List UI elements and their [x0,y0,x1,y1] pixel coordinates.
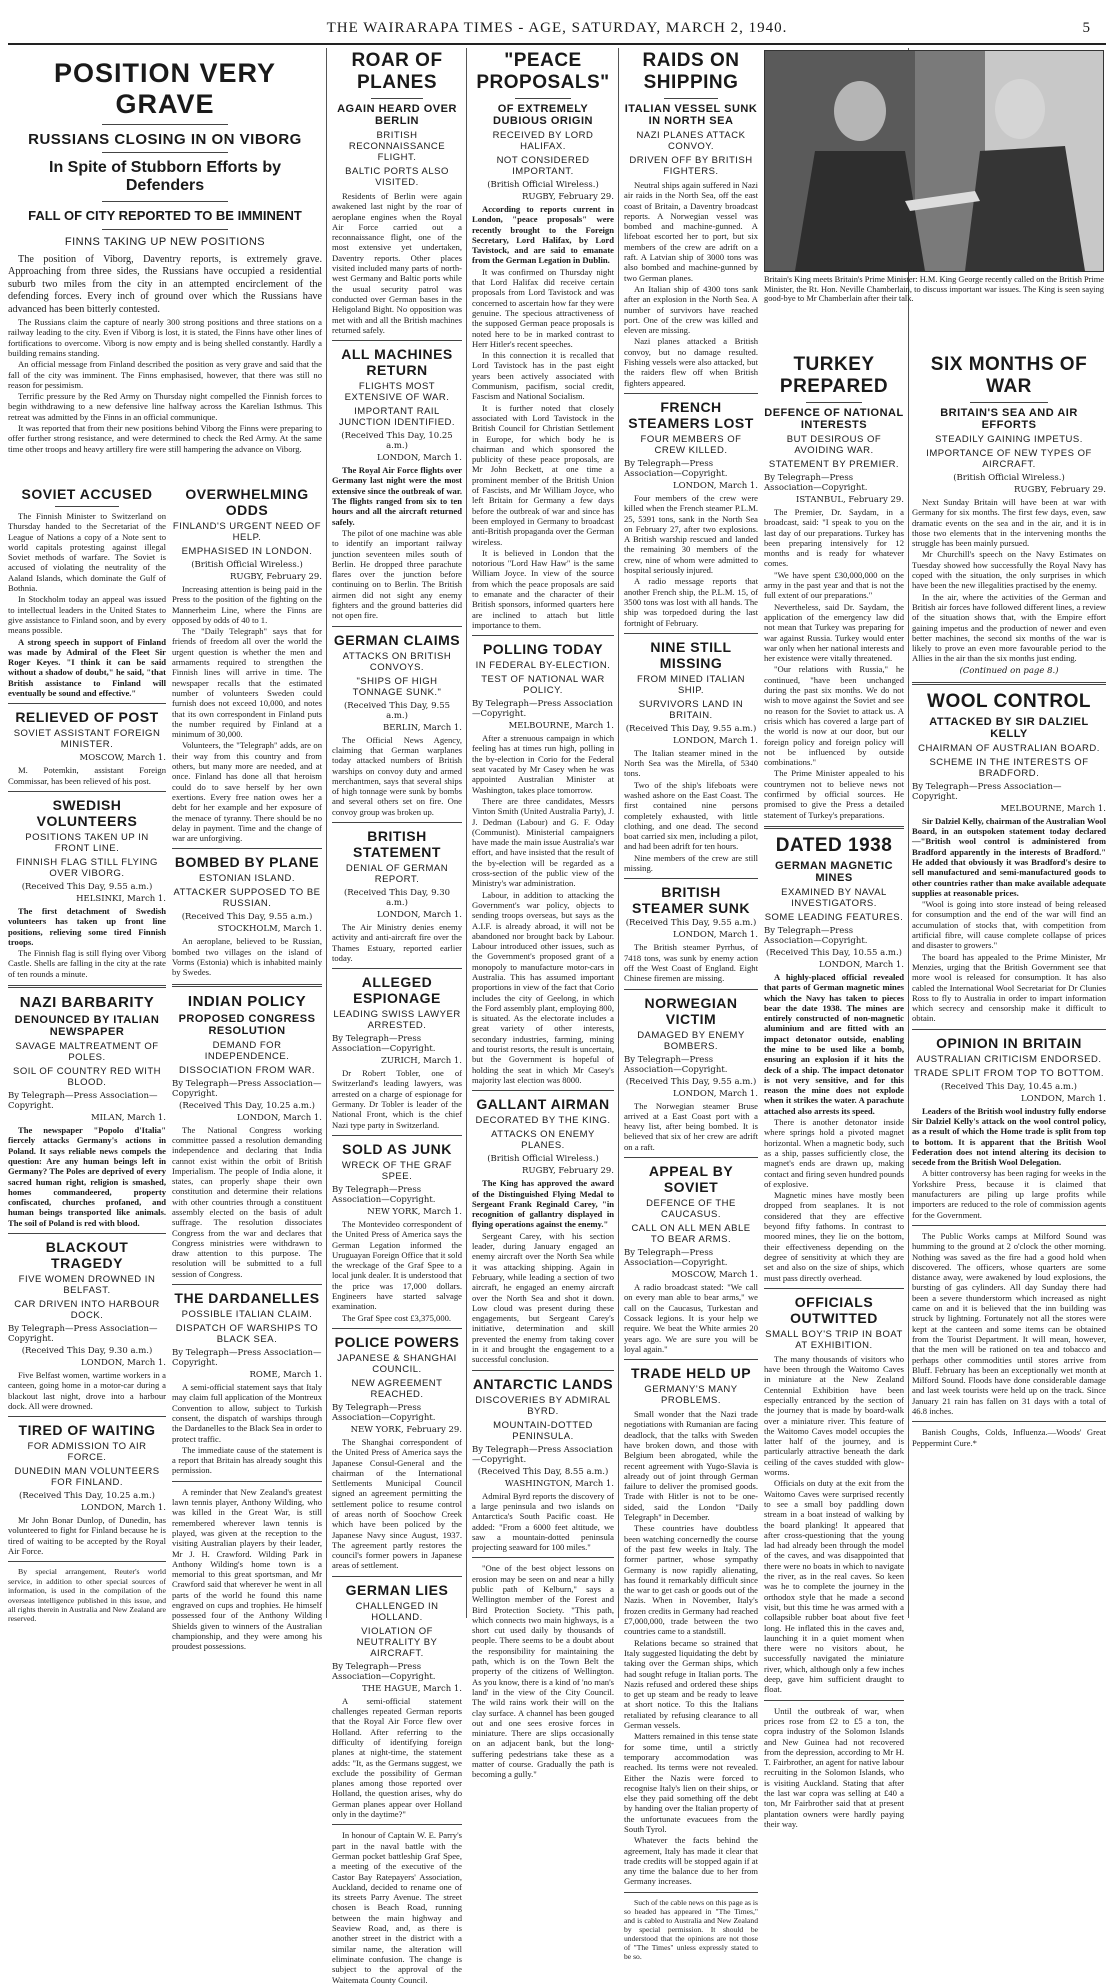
subheadline: NOT CONSIDERED IMPORTANT. [496,155,590,177]
subheadline: FOUR MEMBERS OF CREW KILLED. [640,433,742,456]
headline: NORWEGIAN VICTIM [644,994,738,1027]
photo-image [765,51,1103,271]
paragraph: Mr Churchill's speech on the Navy Estimates on Tuesday showed how successfully the Royal Navy has coped with the situation, the only surprises in which have been the new illegalities practised by the enemy. [912,549,1106,591]
column-divider [326,48,327,1618]
paragraph: These countries have doubtless been watching concernedly the course of the past few weeks in Italy. The former partner, whose sympathy Germany is now rapidly alienating, has found it remarkably difficult since the war to get cash or goods out of the Nazis. When in November, Italy's frozen credits in Germany had reached £7,000,000, trade between the two countries came to a standstill. [624,1523,758,1637]
column-divider [618,48,619,1618]
subheadline: SMALL BOY'S TRIP IN BOAT AT EXHIBITION. [765,1328,903,1351]
subheadline: DISSOCIATION FROM WAR. [178,1064,316,1076]
headline: APPEAL BY SOVIET [648,1163,734,1196]
credit-line: By Telegraph—Press Association—Copyright. [624,458,728,479]
dateline: LONDON, March 1. [80,1503,166,1514]
credit-line: By Telegraph—Press Association—Copyright. [472,699,614,720]
headline: SOVIET ACCUSED [21,486,153,502]
paragraph: The pilot of one machine was able to identify an important railway junction seventeen miles south of Berlin. He dropped three parachute flares over the junction before continuing on to Berlin. The British airmen did not sight any enemy fighters and the ground batteries did not open fire. [332,527,462,621]
dateline: LONDON, March 1. [376,453,462,464]
subheadline: AUSTRALIAN CRITICISM ENDORSED. [916,1053,1102,1065]
subheadline: BRITISH RECONNAISSANCE FLIGHT. [348,130,446,163]
paragraph: Nazi planes attacked a British convoy, but no damage resulted. Fishing vessels were also attacked, but the raiders flew off when British fighters appeared. [624,336,758,388]
dateline: THE HAGUE, March 1. [362,1683,462,1694]
headline: GERMAN CLAIMS [333,631,461,648]
dateline: STOCKHOLM, March 1. [217,924,322,935]
paragraph: An official message from Finland described the position as very grave and said that the fall of the city was imminent. The Finns emphasised, however, that there was still no reason for pessimism. [8,359,322,390]
dateline: MELBOURNE, March 1. [1000,803,1106,814]
dateline: LONDON, March 1. [672,930,758,941]
dateline: NEW YORK, March 1. [367,1206,462,1217]
paragraph: The Royal Air Force flights over Germany last night were the most extensive since the outbreak of war. The flights ranged from six to ten hours and all the aircraft returned safely. [332,465,462,527]
paragraph: In honour of Captain W. E. Parry's part in the naval battle with the German pocket battleship Graf Spee, a meeting of the executive of the Castor Bay Ratepayers' Association, Auckland, decided to rename one of its streets Parry Avenue. The street chosen is Beach Road, running between the main highway and Seaview Road, and, as there is another street in the district with a similar name, the alteration will eliminate confusion. The change is subject to the approval of the Waitemata County Council. [332,1830,462,1985]
paragraph: Increasing attention is being paid in the Press to the position of the fighting on the Mannerheim Line, where the Finns are opposed by odds of 40 to 1. [172,584,322,625]
subheadline: In Spite of Stubborn Efforts by Defenders [49,159,281,194]
dateline: NEW YORK, February 29. [350,1424,462,1435]
paragraph: A highly-placed official revealed that parts of German magnetic mines which the Navy has taken to pieces bear the date 1938. The mines are entirely constructed of non-magnetic aluminium and are fitted with an impact detonator outside, enabling the mine to be used like a bomb, ensuring an explosion if it hits the deck of a ship. The impact detonator is not very sensitive, and for this reason the mine does not explode when it strikes the water. A parachute attached also arrests its speed. [764,971,904,1116]
viborg-article [8,50,322,480]
headline: DATED 1938 [775,834,893,856]
paragraph: Such of the cable news on this page as is so headed has appeared in "The Times," and is cabled to Australia and New Zealand by special permission. It should be understood that the opinions are not those of "The Times" unless expressly stated to be so. [624,1897,758,1961]
subheadline: SOVIET ASSISTANT FOREIGN MINISTER. [13,728,161,751]
dateline: ZURICH, March 1. [380,1056,462,1067]
newspaper-title: THE WAIRARAPA TIMES - AGE, SATURDAY, MARCH 2, 1940. [326,20,788,36]
subheadline: CALL ON ALL MEN ABLE TO BEAR ARMS. [631,1223,751,1246]
paragraph: The Shanghai correspondent of the United Press of America says the Japanese Consul-General and the chairman of the International Settlements Municipal Council signed an agreement permitting the settlement police to resume control of areas north of Soochow Creek which have been policed by the Japanese Navy since August, 1937. The agreement partly restores the council's former powers in Japanese areas of settlement. [332,1436,462,1571]
received-line: (Received This Day, 10.45 a.m.) [941,1081,1077,1092]
credit-line: By Telegraph—Press Association—Copyright. [764,925,868,946]
headline: "PEACE PROPOSALS" [476,50,610,93]
subheadline: DEFENCE OF NATIONAL INTERESTS [764,407,904,431]
subheadline: PROPOSED CONGRESS RESOLUTION [178,1012,316,1037]
headline: GALLANT AIRMAN [476,1096,610,1113]
paragraph: M. Potemkin, assistant Foreign Commissar, has been relieved of his post. [8,765,166,786]
paragraph: The "Daily Telegraph" says that for friends of freedom all over the world the urgent question is whether the men and armaments required to strengthen the Finnish lines will arrive in time. The newspaper recalls that the estimated number of volunteers Sweden could furnish does not exceed 10,000, and notes that its own correspondent in Finland puts the number required by Finland at a minimum of 30,000. [172,626,322,740]
subheadline: NAZI PLANES ATTACK CONVOY. [636,130,746,152]
subheadline: VIOLATION OF NEUTRALITY BY AIRCRAFT. [356,1625,438,1659]
received-line: (British Official Wireless.) [487,180,599,190]
paragraph: Four members of the crew were killed when the French steamer P.L.M. 25, 5391 tons, sank in the North Sea on February 27, after two explosions. A British warship rescued and landed the remaining 30 members of the crew, nine of whom were admitted to hospital seriously injured. [624,492,758,576]
subheadline: TEST OF NATIONAL WAR POLICY. [481,674,605,697]
paragraph: There is another detonator inside where springs hold a pivoted magnet horizontal. When a magnetic body, such as a ship, passes sufficiently close, the magnet's ends are drawn up, making contact and firing seven hundred pounds of explosive. [764,1117,904,1189]
dateline: RUGBY, February 29. [522,192,614,202]
headline: WOOL CONTROL [927,690,1091,712]
paragraph: Dr Robert Tobler, one of Switzerland's leading lawyers, was arrested on a charge of espionage for Germany. Dr Tobler is leader of the National Front, which is the chief Nazi type party in Switzerland. [332,1068,462,1130]
subheadline: RUSSIANS CLOSING IN ON VIBORG [28,131,302,148]
subheadline: DISPATCH OF WARSHIPS TO BLACK SEA. [175,1323,319,1346]
advertisement: Banish Coughs, Colds, Influenza.—Woods' Great Peppermint Cure.* [912,1427,1106,1448]
paragraph: In Stockholm today an appeal was issued to intellectual leaders in the United States to give assistance to Finland soon, and by every means possible. [8,594,166,636]
paragraph: Until the outbreak of war, when prices rose from £2 to £5 a ton, the copra industry of the Solomon Islands and New Guinea had not recovered from the depression, according to Mr H. T. Fairbrother, an agent for native labour recruiting in the Solomon Islands, who is visiting Auckland. Stating that after the last war copra was selling at £40 a ton, Mr Fairbrother said that at present plantation owners were hardly paying their way. [764,1705,904,1829]
paragraph: There are three candidates, Messrs Vinton Smith (United Australia Party), J. J. Dedman (Labour) and G. F. Oday (Communist). Ministerial campaigners have made the main issue Australia's war effort, and have insisted that the result of the by-election will be regarded as a cross-section of the public view of the Ministry's war administration. [472,795,614,889]
credit-line: By Telegraph—Press Association—Copyright. [912,781,1062,802]
credit-line: By Telegraph—Press Association—Copyright. [332,1661,436,1682]
headline: FRENCH STEAMERS LOST [628,398,754,431]
subheadline: "SHIPS OF HIGH TONNAGE SUNK." [352,675,442,698]
paragraph: The Italian steamer mined in the North Sea was the Mirella, of 5340 tons. [624,747,758,779]
dateline: MELBOURNE, March 1. [508,721,614,732]
dateline: MOSCOW, March 1. [79,753,166,764]
credit-line: By Telegraph—Press Association—Copyright. [332,1402,436,1423]
headline: SOLD AS JUNK [342,1140,452,1157]
paragraph: A radio message reports that another French ship, the P.L.M. 15, of 3500 tons was lost with all hands. The ship was torpedoed during the last fortnight of February. [624,576,758,628]
credit-line: By Telegraph—Press Association—Copyright. [332,1034,436,1055]
subheadline: WRECK OF THE GRAF SPEE. [341,1159,453,1182]
paragraph: The Official News Agency, claiming that German warplanes today attacked numbers of British warships on convoy duty and armed merchantmen, says that several ships of high tonnage were sunk by bombs and several others set on fire. One convoy group was broken up. [332,734,462,817]
paragraph: A bitter controversy has been raging for weeks in the Yorkshire Press, because it is claimed that manufacturers are piling up large profits while importers are reduced to the role of commission agents for the Government. [912,1168,1106,1220]
credit-line: By Telegraph—Press Association—Copyright. [764,473,868,493]
paragraph: Leaders of the British wool industry fully endorse Sir Dalziel Kelly's attack on the wool control policy, as a result of which the Home trade is split from top to bottom. It is apparent that the British Wool Federation does not intend altering its decision to secede from the British Wool Delegation. [912,1105,1106,1168]
paragraph: "Wool is going into store instead of being released for consumption and the end of the war will find an accumulation of stocks that, with competition from artificial fibre, will cause complete collapse of prices and disaster to growers." [912,899,1106,951]
dateline: RUGBY, February 29. [230,572,322,582]
subheadline: STATEMENT BY PREMIER. [768,459,900,470]
paragraph: It is further noted that closely associated with Lord Tavistock in the British Council for Christian Settlement in Europe, for which body he is chairman and which sponsored the publicity of these peace proposals, are Mr John Beckett, at one time a prominent member of the British Union of Fascists, and Mr William Joyce, who left Britain for Germany a few days before the outbreak of war and since has been employed in Germany to broadcast anti-British propaganda over the German wireless. [472,402,614,547]
subheadline: BRITAIN'S SEA AND AIR EFFORTS [940,407,1078,431]
paragraph: Nine members of the crew are still missing. [624,852,758,874]
paragraph: The Montevideo correspondent of the United Press of America says the German Legation informed the Uruguayan Foreign Office that it sold the wreckage of the Graf Spee to a local junk dealer. It is understood that the price was 17,000 dollars. Engineers have started salvage examination. [332,1218,462,1312]
paragraph: According to reports current in London, "peace proposals" were recently brought to the Foreign Secretary, Lord Halifax, by Lord Tavistock, and are said to emanate from the German Legation in Dublin. [472,204,614,266]
lede-paragraph: The position of Viborg, Daventry reports, is extremely grave. Approaching from three sides, the Russians have occupied a residential suburb two miles from the city in an attempted encirclement of the defending forces. Every inch of ground over which the Russians have advanced has been bitterly contested. [8,254,322,315]
photograph [764,50,1104,272]
subheadline: CAR DRIVEN INTO HARBOUR DOCK. [14,1298,160,1321]
paragraph: Terrific pressure by the Red Army on Thursday night compelled the Finnish forces to begin withdrawing to a new defensive line halfway across the Karelian Isthmus. This retreat was admitted by the Finns in an official communique. [8,391,322,422]
subheadline: SOIL OF COUNTRY RED WITH BLOOD. [12,1066,161,1089]
headline: ALLEGED ESPIONAGE [353,974,441,1007]
paragraph: The newspaper "Popolo d'Italia" fiercely attacks Germany's actions in Poland. It says reliable news compels the question: Are any human beings left in Germany? The Poles are deprived of every sacred human right, religion is smashed, homes commandeered, property confiscated, churches profaned, and human beings transported like animals. The soil of Poland is red with blood. [8,1125,166,1228]
paragraph: Magnetic mines have mostly been dropped from seaplanes. It is not considered that they are effective beyond fifty fathoms. In contrast to moored mines, they lie on the bottom, their effectiveness depending on the degree of sensitivity at which they are set and also on the size of ships, which must pass directly overhead. [764,1190,904,1283]
received-line: (Received This Day, 8.55 a.m.) [477,1466,609,1477]
paragraph: Next Sunday Britain will have been at war with Germany for six months. The first few days, even, saw dramatic events on the sea and in the air, and it is in those two elements that in the intervening months the struggle has been mainly pursued. [912,497,1106,549]
paragraph: A semi-official statement challenges repeated German reports that the Royal Air Force flew over Holland. After referring to the difficulty of identifying foreign planes at night-time, the statement adds: "It, as the Germans suggest, we exclude the possibility of German planes among those reported over Holland, the question arises, why do German planes appear over Holland only in the daytime?" [332,1695,462,1820]
received-line: (Received This Day, 9.55 a.m.) [21,881,153,892]
subheadline: SOME LEADING FEATURES. [764,911,904,923]
column-6 [764,354,904,1829]
column-divider [466,48,467,1618]
dateline: WASHINGTON, March 1. [504,1478,614,1489]
received-line: (Received This Day, 9.55 a.m.) [625,1076,757,1087]
column-7 [912,354,1106,1614]
paragraph: Admiral Byrd reports the discovery of a large peninsula and two islands on Antarctica's South Pacific coast. He added: "From a 6000 feet altitude, we saw a mountain-dotted peninsula projecting seaward for 100 miles." [472,1490,614,1553]
subheadline: FIVE WOMEN DROWNED IN BELFAST. [18,1273,156,1296]
headline: INDIAN POLICY [187,992,307,1010]
subheadline: DENOUNCED BY ITALIAN NEWSPAPER [14,1014,160,1039]
credit-line: By Telegraph—Press Association—Copyright. [8,1323,158,1344]
credit-line: By Telegraph—Press Association—Copyright. [172,1078,322,1099]
dateline: LONDON, March 1. [80,1357,166,1368]
subheadline: SURVIVORS LAND IN BRITAIN. [638,698,744,721]
headline: SIX MONTHS OF WAR [930,354,1088,397]
subheadline: DAMAGED BY ENEMY BOMBERS. [637,1029,745,1052]
paragraph: "We have spent £30,000,000 on the army in the past year and that is not the full extent of our preparations." [764,569,904,601]
paragraph: Mr John Bonar Dunlop, of Dunedin, has volunteered to fight for Finland because he is tired of waiting to be accepted by the Royal Air Force. [8,1515,166,1557]
subheadline: IMPORTANCE OF NEW TYPES OF AIRCRAFT. [926,448,1092,470]
subheadline: JAPANESE & SHANGHAI COUNCIL. [337,1352,457,1375]
subheadline: POSITIONS TAKEN UP IN FRONT LINE. [25,831,149,854]
dateline: MOSCOW, March 1. [671,1270,758,1281]
paragraph: Two of the ship's lifeboats were washed ashore on the East Coast. The first contained nine persons completely exhausted, with little clothing, and one dead. The second boat carried six men, including a pilot, and had been adrift for ten hours. [624,779,758,852]
paragraph: A strong speech in support of Finland was made by Admiral of the Fleet Sir Roger Keyes. "I think it can be said without a shadow of doubt," he said, "that British assistance to Finland will eventually be sound and effective." [8,636,166,699]
subheadline: IN FEDERAL BY-ELECTION. [475,660,611,672]
subheadline: BALTIC PORTS ALSO VISITED. [345,166,449,188]
column-1 [8,486,166,1624]
received-line: (Received This Day, 9.55 a.m.) [343,700,451,721]
dateline: LONDON, March 1. [376,909,462,920]
headline: NAZI BARBARITY [19,994,155,1012]
subheadline: CHAIRMAN OF AUSTRALIAN BOARD. [918,742,1100,754]
subheadline: SAVAGE MALTREATMENT OF POLES. [15,1041,159,1064]
headline: OVERWHELMING ODDS [185,486,309,518]
received-line: (Received This Day, 9.30 a.m.) [21,1345,153,1356]
subheadline: DENIAL OF GERMAN REPORT. [345,862,449,885]
headline: OPINION IN BRITAIN [936,1034,1082,1051]
subheadline: SCHEME IN THE INTERESTS OF BRADFORD. [929,756,1089,779]
subheadline: AGAIN HEARD OVER BERLIN [337,103,457,127]
paragraph: The board has appealed to the Prime Minister, Mr Menzies, urging that the British Government see that more wool is released for consumption. It has also cabled the International Wool Secretariat for Dr Clunies Ross to fly to Australia in order to impart information which secrecy and censorship make it difficult to obtain. [912,951,1106,1024]
dateline: ROME, March 1. [249,1370,322,1381]
subheadline: DISCOVERIES BY ADMIRAL BYRD. [475,1394,611,1417]
headline: RAIDS ON SHIPPING [642,50,740,93]
dateline: LONDON, March 1. [818,959,904,970]
paragraph: A radio broadcast stated: "We call on every man able to bear arms," we call on the Caucasus, Turkestan and Cossack legions. It is your help we require. We beat the White armies 20 years ago. We are sure you will be loyal again." [624,1282,758,1354]
headline: THE DARDANELLES [174,1290,320,1307]
headline: BLACKOUT TRAGEDY [45,1238,129,1271]
dateline: LONDON, March 1. [672,480,758,491]
headline: TURKEY PREPARED [779,354,889,397]
paragraph: The National Congress working committee passed a resolution demanding independence and declaring that India cannot exist within the orbit of British Imperialism. The people of India alone, it states, can properly shape their own constitution and determine their relations with other countries through a constituent assembly elected on the basis of adult suffrage. The resolution dissociates Congress from the war and declares that Congress ministries were withdrawn to draw attention to this purpose. The resolution will be submitted to a full session of Congress. [172,1124,322,1279]
paragraph: After a strenuous campaign in which feeling has at times run high, polling in the by-election in Corio for the Federal seat vacated by Mr Casey when he was appointed Australian Minister at Washington, takes place tomorrow. [472,733,614,795]
subheadline: FOR ADMISSION TO AIR FORCE. [27,1441,147,1464]
subheadline: NEW AGREEMENT REACHED. [351,1377,443,1400]
paragraph: An Italian ship of 4300 tons sank after an explosion in the North Sea. A number of survivors have reached port. One of the crew was killed and eleven are missing. [624,283,758,336]
page-number: 5 [1082,20,1090,36]
headline: POSITION VERY GRAVE [53,58,277,119]
subheadline: FINNS TAKING UP NEW POSITIONS [64,236,266,248]
headline: ALL MACHINES RETURN [341,346,453,379]
headline: BOMBED BY PLANE [174,854,320,871]
masthead-rule [8,43,1106,45]
dateline: LONDON, March 1. [1020,1093,1106,1104]
subheadline: ATTACKS ON BRITISH CONVOYS. [342,650,452,673]
paragraph: A semi-official statement says that Italy may claim full application of the Montreux Convention to allow, subject to Turkish consent, the dispatch of warships through the Dardanelles to the Black Sea in order to protect traffic. [172,1382,322,1444]
column-5 [624,50,758,1961]
headline: ANTARCTIC LANDS [472,1375,614,1392]
credit-line: By Telegraph—Press Association—Copyright. [172,1348,322,1369]
subheadline: TRADE SPLIT FROM TOP TO BOTTOM. [913,1067,1105,1079]
subheadline: GERMANY'S MANY PROBLEMS. [644,1384,738,1407]
received-line: (Received This Day, 10.25 a.m.) [19,1491,155,1502]
paragraph: It was reported that from their new positions behind Viborg the Finns were preparing to offer further strong resistance, and were determined to check the Red Army. At the same time other troops and heavy artillery fire were still hampering the advance on Viborg. [8,423,322,454]
dateline: RUGBY, February 29. [1014,485,1106,495]
subheadline: FALL OF CITY REPORTED TO BE IMMINENT [28,208,302,223]
credit-line: By Telegraph—Press Association—Copyright. [472,1444,614,1465]
subheadline: FROM MINED ITALIAN SHIP. [636,673,746,696]
subheadline: FINLAND'S URGENT NEED OF HELP. [172,521,322,543]
subheadline: ATTACKS ON ENEMY PLANES. [491,1129,595,1152]
paragraph: Five Belfast women, wartime workers in a canteen, going home in a motor-car during a blackout last night, drove into a harbour dock. All were drowned. [8,1369,166,1411]
subheadline: OF EXTREMELY DUBIOUS ORIGIN [493,103,593,127]
received-line: (Received This Day, 9.55 a.m.) [625,723,757,734]
paragraph: Labour, in addition to attacking the Government's war policy, objects to sending troops overseas, but says as the A.I.F. is already abroad, it will not be abandoned nor brought back by Labour. Labour introduced other issues, such as the Government's proposed grant of a monopoly to manufacture motor-cars in Australia. This has assumed important proportions in view of the fact that Corio includes the city of Geelong, in which the Ford assembly plant, employing 800, is situated. As the electorate includes a great variety of other interests, secondary industries, farming, mining and tourist resorts, the result is uncertain, but the Government is hopeful of holding the seat in which Mr Casey's majority last election was 8000. [472,889,614,1085]
subheadline: MOUNTAIN-DOTTED PENINSULA. [493,1419,593,1442]
masthead [0,0,1114,44]
paragraph: In this connection it is recalled that Lord Tavistock has in the past eight years been actively associated with Communism, pacifism, social credit, Fascism and National Socialism. [472,350,614,402]
headline: SWEDISH VOLUNTEERS [36,796,138,829]
paragraph: Nevertheless, said Dr. Saydam, the application of the emergency law did not mean that Turkey was preparing for war against Russia. Turkey would enter war only when her national interests and her existence were vitally threatened. [764,601,904,664]
photo-caption: Britain's King meets Britain's Prime Minister: H.M. King George recently called on the British Prime Minister, the Rt. Hon. Neville Chamberlain, to discuss important war issues. The King is seen saying good-bye to Mr Chamberlain after their talk. [764,275,1104,304]
subheadline: FINNISH FLAG STILL FLYING OVER VIBORG. [16,856,158,879]
subheadline: DECORATED BY THE KING. [475,1115,611,1127]
subheadline: DEMAND FOR INDEPENDENCE. [204,1039,290,1062]
photo-block [764,50,1104,340]
paragraph: The British steamer Pyrrhus, of 7418 tons, was sunk by enemy action off the West Coast of England. Eight Chinese firemen are missing. [624,942,758,984]
headline: NINE STILL MISSING [650,638,732,671]
headline: POLICE POWERS [334,1333,460,1350]
subheadline: EMPHASISED IN LONDON. [181,546,313,557]
paragraph: The immediate cause of the statement is a report that Britain has already sought this permission. [172,1444,322,1476]
received-line: (Received This Day, 9.55 a.m.) [625,918,757,929]
paragraph: Matters remained in this tense state for some time, until a strictly temporary accommodation was reached. Its terms were not revealed. Either the Nazis were forced to recognise Italy's lien on their ships, or else they paid something off the debt by handing over the Italian property of the unfortunate evacuees from the South Tyrol. [624,1731,758,1834]
headline: BRITISH STATEMENT [353,827,441,860]
paragraph: The Premier, Dr. Saydam, in a broadcast, said: "I speak to you on the last day of our preparations. Turkey has been preparing intensively for 12 months and is ready for whatever comes. [764,507,904,569]
headline: ROAR OF PLANES [351,50,443,93]
subheadline: GERMAN MAGNETIC MINES [774,859,894,884]
dateline: MILAN, March 1. [90,1113,166,1124]
received-line: (Received This Day, 10.25 a.m.) [341,431,453,452]
dateline: LONDON, March 1. [672,735,758,746]
dateline: LONDON, March 1. [236,1112,322,1123]
paragraph: Volunteers, the "Telegraph" adds, are on their way from this country and from others, but many more are needed, and at once. Finland has done all that heroism could do to save herself by her own exertions. Every free nation owes her a debt for her example and her exposure of the menace of tyranny. There should be no delay in payment. Time and the change of war are unforgiving. [172,740,322,844]
dateline: RUGBY, February 29. [522,1166,614,1177]
paragraph: The Norwegian steamer Bruse arrived at a East Coast port with a heavy list, after being bombed. It is believed that six of her crew are adrift on a raft. [624,1100,758,1152]
subheadline: DEFENCE OF THE CAUCASUS. [646,1198,736,1221]
paragraph: The Russians claim the capture of nearly 300 strong positions and three stations on a railway leading to the city. Even if Viborg is lost, it is stated, the Finns have other lines of fortifications to overcome. Viborg is now empty and is being shelled constantly. Hardly a building remains standing. [8,317,322,358]
subheadline: ESTONIAN ISLAND. [199,873,295,885]
paragraph: Neutral ships again suffered in Nazi air raids in the North Sea, off the east coast of Britain, a Daventry broadcast reports. A Norwegian vessel was bombed and machine-gunned. A lifeboat escorted her to port, but six members of the crew are adrift on a raft. A Latvian ship of 3000 tons was also bombed and machine-gunned by two German planes. [624,180,758,283]
subheadline: DRIVEN OFF BY BRITISH FIGHTERS. [629,155,753,177]
paragraph: Residents of Berlin were again awakened last night by the roar of aeroplane engines when the Royal Air Force carried out a reconnaissance flight, one of the most extensive yet undertaken, Daventry reports. Other places visited included many parts of north-west Germany and Baltic ports while the usual security patrol was conducted over German bases in the Heligoland Bight. No opposition was met with and all the British machines returned safely. [332,191,462,335]
paragraph: An aeroplane, believed to be Russian, bombed two villages on the island of Vorms (Estonia) which is inhabited mainly by Swedes. [172,936,322,978]
received-line: (Received This Day, 9.30 a.m.) [343,887,451,908]
continued-note: (Continued on page 8.) [959,665,1059,676]
received-line: (Received This Day, 10.55 a.m.) [766,947,902,958]
received-line: (British Official Wireless.) [191,560,303,570]
paragraph: The many thousands of visitors who have been through the Waitomo Caves in miniature at the New Zealand Centennial Exhibition have been especially entranced by the section of the journey that is made by board-walk over a miniature river. This feature of the Waitomo Caves model occupies the latter half of the journey, and is particularly attractive beneath the dark ceiling of the caves studded with glow-worms. [764,1353,904,1478]
subheadline: ITALIAN VESSEL SUNK IN NORTH SEA [624,103,758,127]
subheadline: CHALLENGED IN HOLLAND. [355,1600,439,1623]
paragraph: A reminder that New Zealand's greatest lawn tennis player, Anthony Wilding, who was killed in the Great War, is still remembered wherever lawn tennis is played, was given at the reception to the visiting Australian players by their leader, Mr J. H. Crawford. Wilding Park in Anthony Wilding's home town is a memorial to this great sportsman, and Mr Crawford said that wherever he went in all parts of the world he found this name engraved on cups and trophies. He himself possessed four of the Anthony Wilding Shields given to winners of the Australian championship, and they were among his proudest possessions. [172,1486,322,1652]
paragraph: The Graf Spee cost £3,375,000. [342,1312,452,1323]
paragraph: By special arrangement, Reuter's world service, in addition to other special sources of information, is used in the compilation of the overseas intelligence published in this issue, and all rights therein in Australia and New Zealand are reserved. [8,1567,166,1624]
paragraph: The Finnish flag is still flying over Viborg Castle. Shells are falling in the city at the rate of ten rounds a minute. [8,948,166,979]
received-line: (Received This Day, 9.55 a.m.) [181,912,313,923]
subheadline: IMPORTANT RAIL JUNCTION IDENTIFIED. [338,406,456,429]
headline: POLLING TODAY [482,641,604,658]
dateline: ISTANBUL, February 29. [795,495,904,505]
dateline: LONDON, March 1. [672,1088,758,1099]
dateline: BERLIN, March 1. [382,722,462,733]
headline: OFFICIALS OUTWITTED [790,1293,878,1326]
subheadline: RECEIVED BY LORD HALIFAX. [492,130,594,152]
column-3 [332,50,462,1985]
headline: BRITISH STEAMER SUNK [631,884,750,917]
paragraph: It is believed in London that the notorious "Lord Haw Haw" is the same William Joyce. In view of the source from which the peace proposals are said to emanate and the character of their British sponsors, informed quarters here are inclined to attach but little importance to them. [472,547,614,630]
subheadline: ATTACKED BY SIR DALZIEL KELLY [929,715,1089,740]
paragraph: The Prime Minister appealed to his countrymen not to believe news not confirmed by official sources. He promised to give the Press a detailed statement of Turkey's preparations. [764,768,904,820]
paragraph: The first detachment of Swedish volunteers has taken up front line positions, relieving some tired Finnish troops. [8,905,166,947]
paragraph: Sergeant Carey, with his section leader, during January engaged an enemy aircraft over the North Sea while it was attacking shipping. Again in February, while leading a section of two aircraft, he engaged an enemy aircraft over the North Sea and shot it down. Low cloud was present during these engagements, but Sergeant Carey's initiative, determination and skill prevented the enemy from taking cover in it and brought the engagement to a successful conclusion. [472,1230,614,1365]
credit-line: By Telegraph—Press Association—Copyright. [332,1184,436,1205]
paragraph: Officials on duty at the exit from the Waitomo Caves were surprised recently to see a small boy paddling down stream in a boat instead of walking by the board planking! It appeared that after cross-questioning that the young lad had already been through the model of the caves, and was disappointed that there were no boats in which to navigate the river, as in the real caves. So keen was he to complete the journey in the orthodox style that he made a second visit, but this time he was armed with a collapsible rubber boat about five feet long. He inflated this in the caves and, launching it in a quiet moment when there were no visitors about, he successfully navigated the miniature river, which, although only a few inches deep, gave him sufficient draught to float. [764,1478,904,1695]
paragraph: The Finnish Minister to Switzerland on Thursday handed to the Secretariat of the League of Nations a copy of a Note sent to world capitals protesting against illegal Soviet methods of warfare. The Soviet is accused of violating the neutrality of the Aaland Islands, which dominate the Gulf of Bothnia. [8,511,166,594]
credit-line: By Telegraph—Press Association—Copyright. [624,1248,728,1269]
subheadline: LEADING SWISS LAWYER ARRESTED. [333,1009,461,1032]
column-2 [172,486,322,1652]
paragraph: The Public Works camps at Milford Sound was humming to the ground at 2 o'clock the other morning. Nothing was saved as the fire had a good hold when discovered. The officers, whose quarters are some distance away, were awakened by loud explosions, the bursting of gas cylinders. All day Sunday there had been a severe thunderstorm which increased as night came on and it is believed that the inn building was struck by lightning. Fortunately not all the stores were kept at the canteen and some items can be obtained from the Tourist Department. It will mean, however, that the men will be rationed on tea and tobacco and perhaps other commodities until stores arrive from Bluff. February has been an exceptionally wet month at Milford Sound. Floods have done considerable damage and last week tourists were held up on the track. Since January 21 rain has fallen on 31 days with a total of 46.8 inches. [912,1230,1106,1416]
headline: GERMAN LIES [345,1581,449,1598]
received-line: (Received This Day, 10.25 a.m.) [179,1100,315,1111]
paragraph: The King has approved the award of the Distinguished Flying Medal to Sergeant Frank Reginald Carey, "in recognition of gallantry displayed in flying operations against the enemy." [472,1178,614,1230]
paragraph: Whatever the facts behind the agreement, Italy has made it clear that trade credits will be stopped again if at any time the balance due to her from Germany increases. [624,1835,758,1887]
credit-line: By Telegraph—Press Association—Copyright. [8,1091,158,1112]
paragraph: Sir Dalziel Kelly, chairman of the Australian Wool Board, in an outspoken statement today declared—"British wool control is administered from Bradford apparently in the interests of Bradford." He added that obviously it was Bradford's desire to sell manufactured and semi-manufactured goods to other countries rather than make available adequate supplies at reasonable prices. [912,815,1106,898]
headline: TRADE HELD UP [630,1365,752,1382]
paragraph: In the air, where the activities of the German and British air forces have followed different lines, a review of the situation shows that, with the Empire effort gaining impetus and the production of newer and even better machines, the second six months of the war is likely to prove an even more favourable period to the Allies in the air than the six months just ending. [912,591,1106,664]
subheadline: POSSIBLE ITALIAN CLAIM. [181,1309,313,1321]
paragraph: "Our relations with Russia," he continued, "have been unchanged during the past six months. We do not wish to move against the Soviet and see no reason for the Soviet to attack us. A crisis which has covered a large part of the world is now at our door, but our foreign policy and foreign policy will not be influenced by outside combinations." [764,664,904,768]
subheadline: FLIGHTS MOST EXTENSIVE OF WAR. [344,381,450,404]
subheadline: STEADILY GAINING IMPETUS. [935,434,1083,445]
received-line: (British Official Wireless.) [953,473,1065,483]
credit-line: By Telegraph—Press Association—Copyright. [624,1054,728,1075]
subheadline: DUNEDIN MAN VOLUNTEERS FOR FINLAND. [14,1466,160,1489]
column-4 [472,50,614,1780]
subheadline: BUT DESIROUS OF AVOIDING WAR. [786,434,882,456]
paragraph: Relations became so strained that Italy suggested liquidating the debt by taking over the German ships, which had sought refuge in Italian ports. The Nazis refused and ordered these ships to get up steam and be ready to leave at short notice. To this the Italians retaliated by refusing clearance to all German vessels. [624,1637,758,1731]
paragraph: Small wonder that the Nazi trade negotiations with Rumanian are facing deadlock, that the talks with Sweden have broken down, and those with Belgium been abrogated, while the recent agreement with Yugo-Slavia is already out of joint through German failure to deliver the promised goods. Trade with Hitler is not to be one-sided, said the London "Daily Telegraph" in December. [624,1409,758,1523]
subheadline: EXAMINED BY NAVAL INVESTIGATORS. [781,886,887,909]
received-line: (British Official Wireless.) [487,1154,599,1165]
subheadline: ATTACKER SUPPOSED TO BE RUSSIAN. [173,887,321,910]
dateline: HELSINKI, March 1. [76,893,166,904]
headline: TIRED OF WAITING [18,1422,156,1439]
paragraph: "One of the best object lessons on erosion may be seen on and near a hilly public path of Kelburn," says a Wellington member of the Forest and Bird Protection Society. "This path, which connects two main highways, is a short cut used daily by thousands of people. There seems to be a doubt about the responsibility for maintaining the path, which is on the Town Belt the property of the citizens of Wellington. As you know, there is a kind of 'no man's land' in the view of the City Council. The wild rains work their will on the clay surface. A channel has been gouged out and one sees erosive forces in miniature. There are slips occasionally on an adjacent bank, but the long-suffering pedestrians take these as a matter of course. Gradually the path is becoming a gully." [472,1563,614,1780]
paragraph: The Air Ministry denies enemy activity and anti-aircraft fire over the Thames Estuary, reported earlier today. [332,921,462,963]
headline: RELIEVED OF POST [15,709,159,726]
paragraph: It was confirmed on Thursday night that Lord Halifax did receive certain proposals from Lord Tavistock and was concerned to ascertain how far they were genuine. The specious attractiveness of the supposed German peace proposals is noted here to be in marked contrast to Herr Hitler's recent speeches. [472,266,614,349]
